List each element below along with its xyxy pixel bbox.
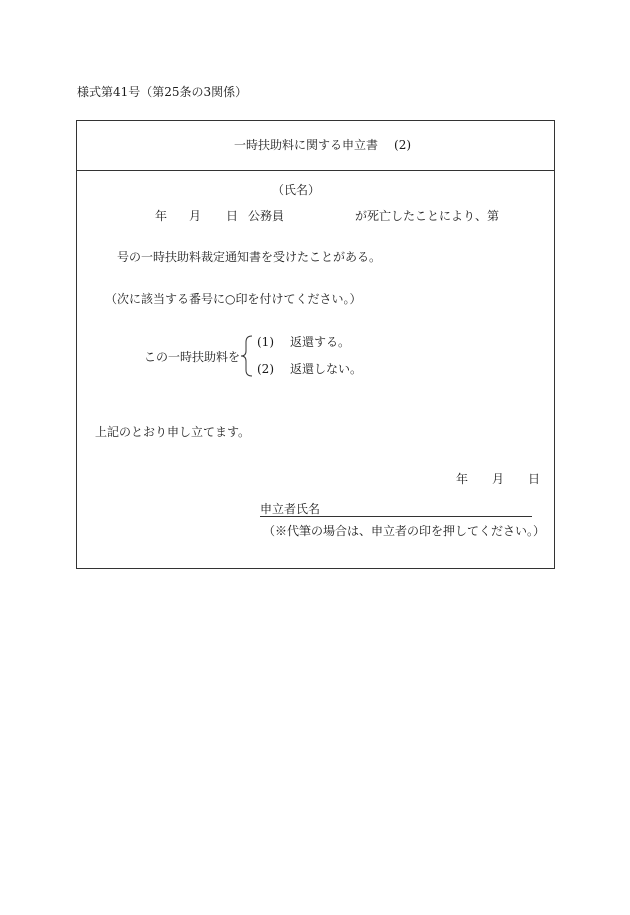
deceased-position: 公務員 [248, 209, 285, 223]
date-day-label: 日 [226, 209, 239, 223]
date-year-label: 年 [155, 209, 168, 223]
instruction-text: （次に該当する番号に○印を付けてください。） [105, 292, 362, 306]
signature-month-label: 月 [492, 472, 505, 486]
form-box [76, 120, 555, 569]
notice-text: 号の一時扶助料裁定通知書を受けたことがある。 [117, 250, 382, 264]
option-return-text: 返還する。 [290, 335, 351, 349]
title-divider [77, 170, 554, 171]
applicant-signature-line [260, 516, 532, 517]
option-not-return [257, 362, 362, 376]
declaration-text: 上記のとおり申し立てます。 [95, 425, 251, 439]
brace-icon [240, 335, 254, 377]
death-text: が死亡したことにより、第 [355, 209, 500, 223]
option-return [257, 335, 350, 349]
form-number: 様式第41号（第25条の3関係） [77, 85, 248, 99]
applicant-name-label: 申立者氏名 [260, 502, 321, 516]
form-title [234, 138, 411, 152]
option-return-number: (1) [257, 335, 274, 349]
option-not-return-number: (2) [257, 362, 274, 376]
date-month-label: 月 [189, 209, 202, 223]
option-not-return-text: 返還しない。 [290, 362, 363, 376]
form-title-main: 一時扶助料に関する申立書 [234, 138, 379, 152]
name-label: （氏名） [272, 183, 321, 197]
form-title-number: (2) [394, 138, 412, 152]
choice-label: この一時扶助料を [144, 350, 241, 364]
proxy-note: （※代筆の場合は、申立者の印を押してください。） [263, 524, 546, 538]
signature-day-label: 日 [528, 472, 541, 486]
signature-year-label: 年 [456, 472, 469, 486]
